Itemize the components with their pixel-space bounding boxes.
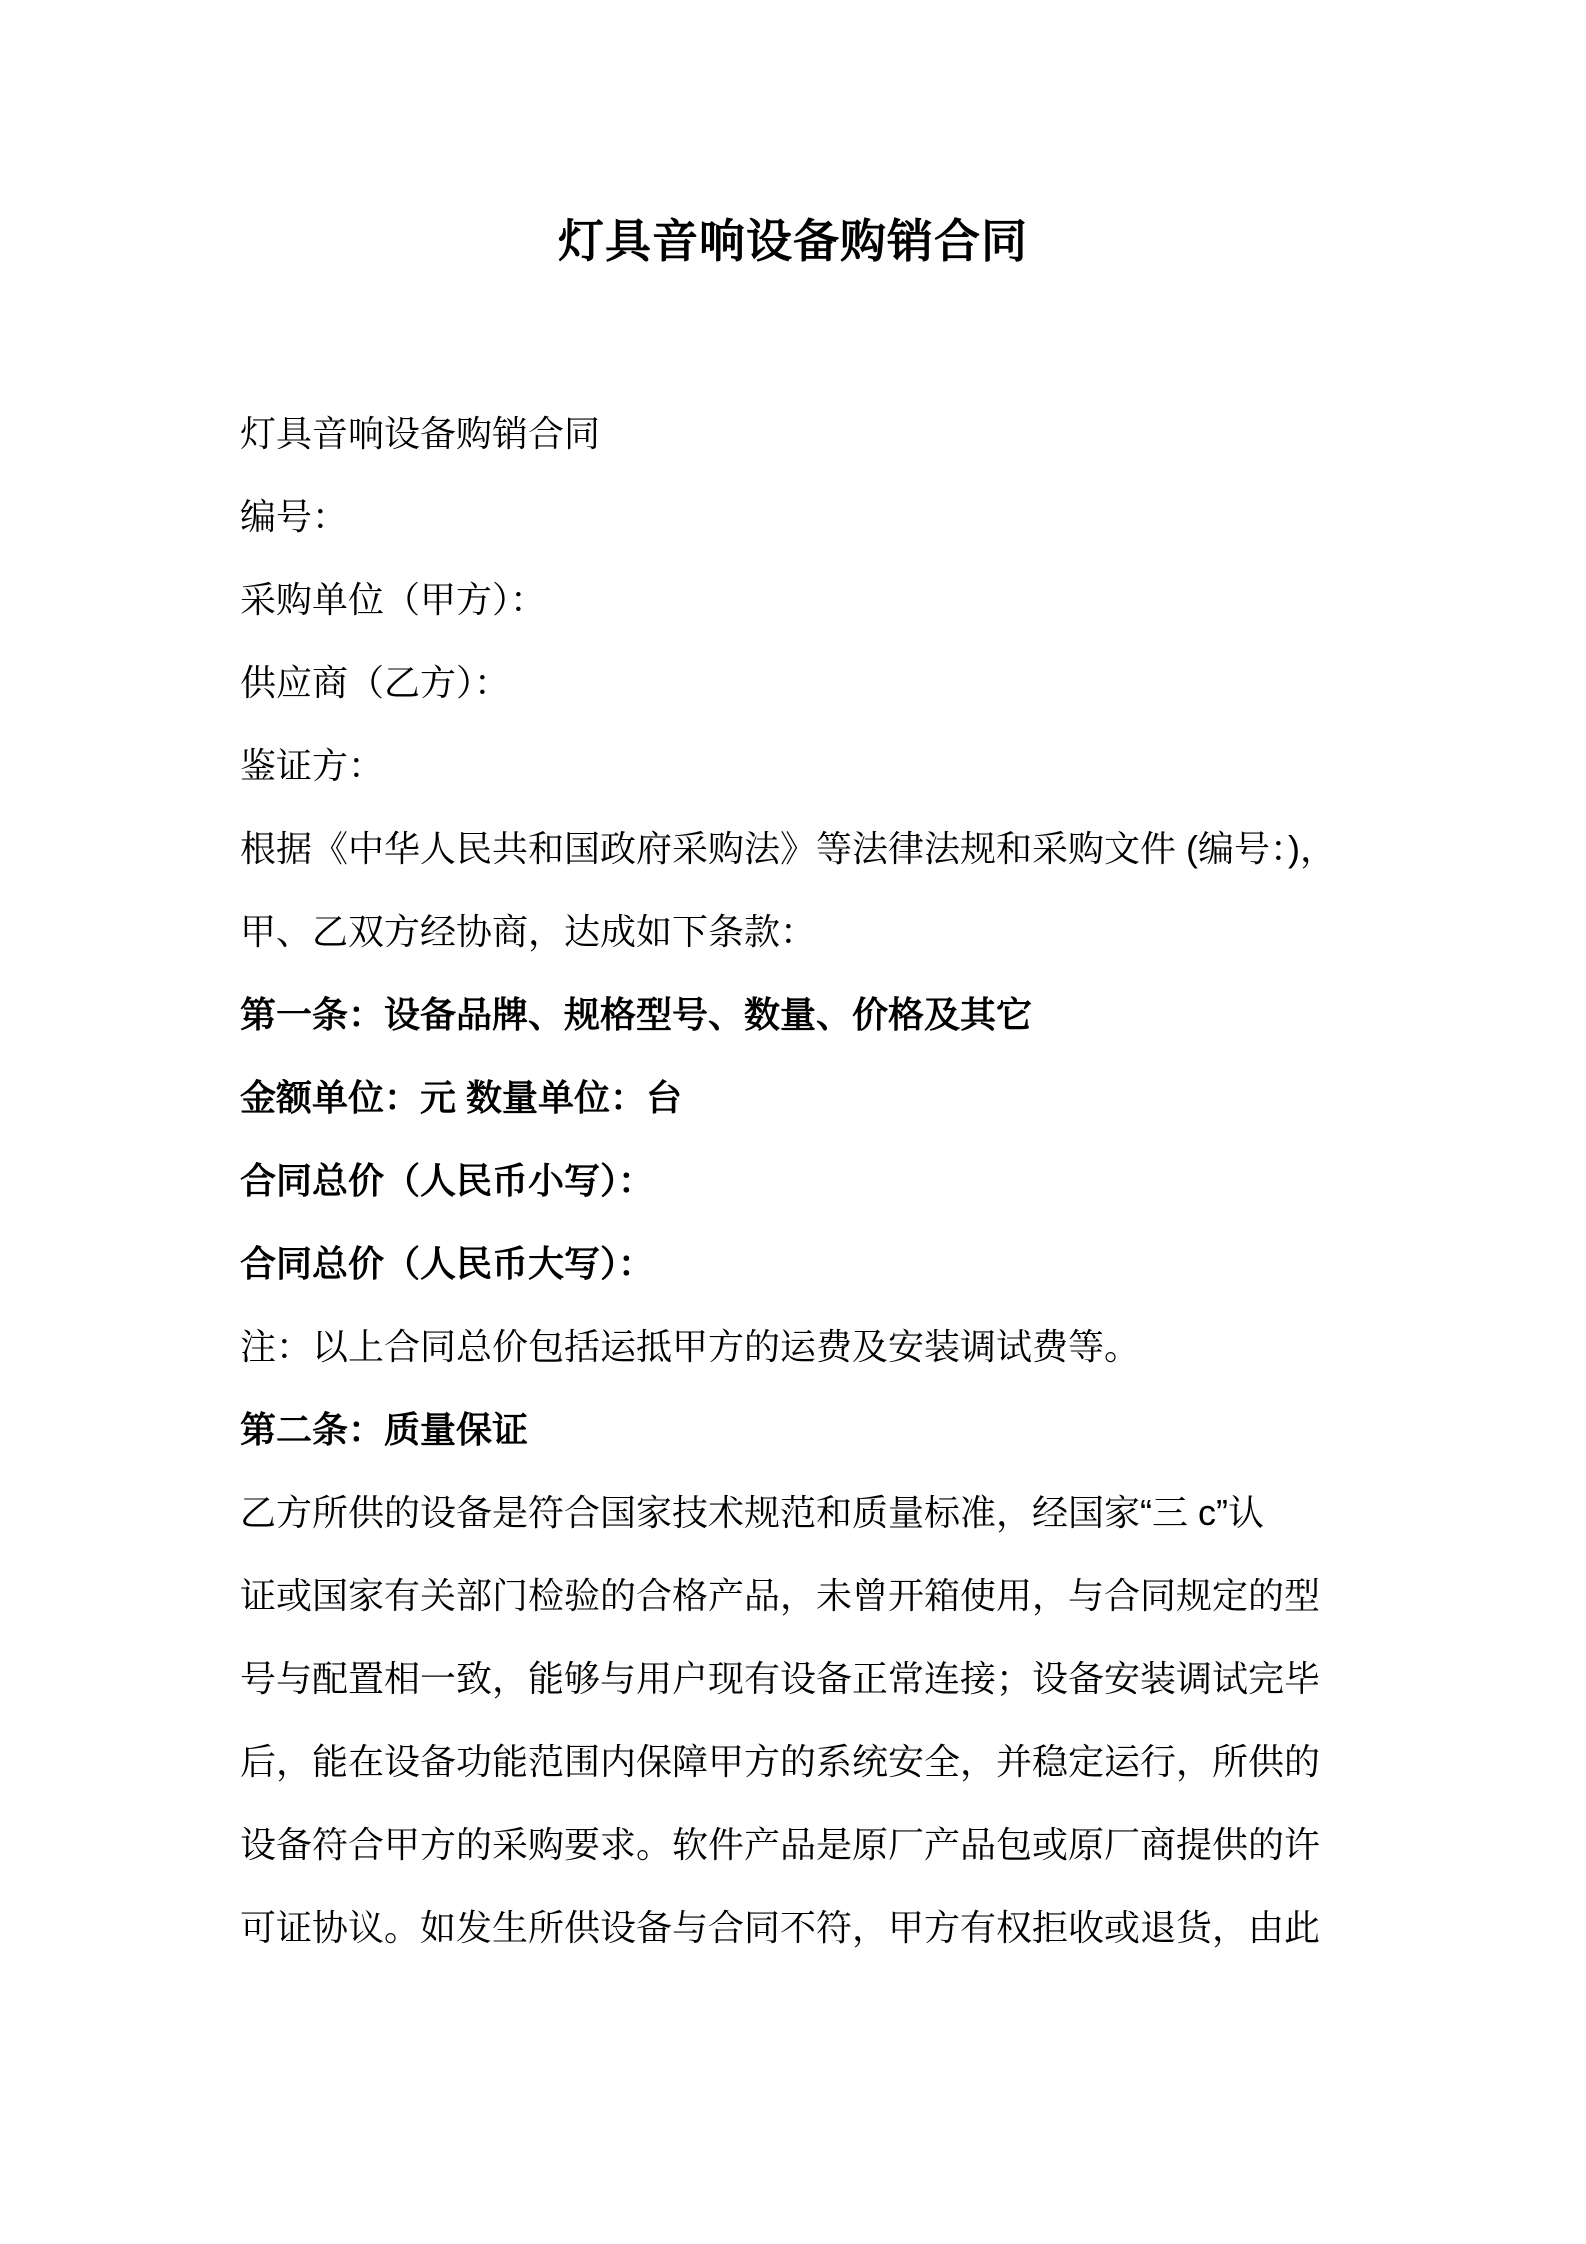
line-total-uppercase: 合同总价（人民币大写）：: [240, 1243, 655, 1284]
line-article2-heading: 第二条：质量保证: [240, 1409, 529, 1450]
line-contract-name: 灯具音响设备购销合同: [240, 413, 601, 454]
line-legal-basis: 根据《中华人民共和国政府采购法》等法律法规和采购文件 (编号：)，: [240, 828, 1336, 869]
document-title: 灯具音响设备购销合同: [558, 215, 1028, 267]
line-agreement-intro: 甲、乙双方经协商，达成如下条款：: [240, 911, 817, 952]
line-supplier-field: 供应商（乙方）：: [240, 662, 511, 703]
line-quality-text-1: 乙方所供的设备是符合国家技术规范和质量标准，经国家“三 c”认: [240, 1492, 1264, 1533]
line-quality-text-2: 证或国家有关部门检验的合格产品，未曾开箱使用，与合同规定的型: [240, 1575, 1321, 1616]
line-total-lowercase: 合同总价（人民币小写）：: [240, 1160, 655, 1201]
line-number-field: 编号：: [240, 496, 349, 537]
line-witness-field: 鉴证方：: [240, 745, 385, 786]
line-quality-text-3: 号与配置相一致，能够与用户现有设备正常连接；设备安装调试完毕: [240, 1658, 1321, 1699]
line-article1-heading: 第一条：设备品牌、规格型号、数量、价格及其它: [240, 994, 1033, 1035]
line-quality-text-6: 可证协议。如发生所供设备与合同不符，甲方有权拒收或退货，由此: [240, 1907, 1321, 1948]
line-quality-text-5: 设备符合甲方的采购要求。软件产品是原厂产品包或原厂商提供的许: [240, 1824, 1321, 1865]
line-quality-text-4: 后，能在设备功能范围内保障甲方的系统安全，并稳定运行，所供的: [240, 1741, 1321, 1782]
line-units: 金额单位：元 数量单位：台: [240, 1077, 683, 1118]
line-note: 注：以上合同总价包括运抵甲方的运费及安装调试费等。: [240, 1326, 1141, 1367]
line-buyer-field: 采购单位（甲方）：: [240, 579, 547, 620]
